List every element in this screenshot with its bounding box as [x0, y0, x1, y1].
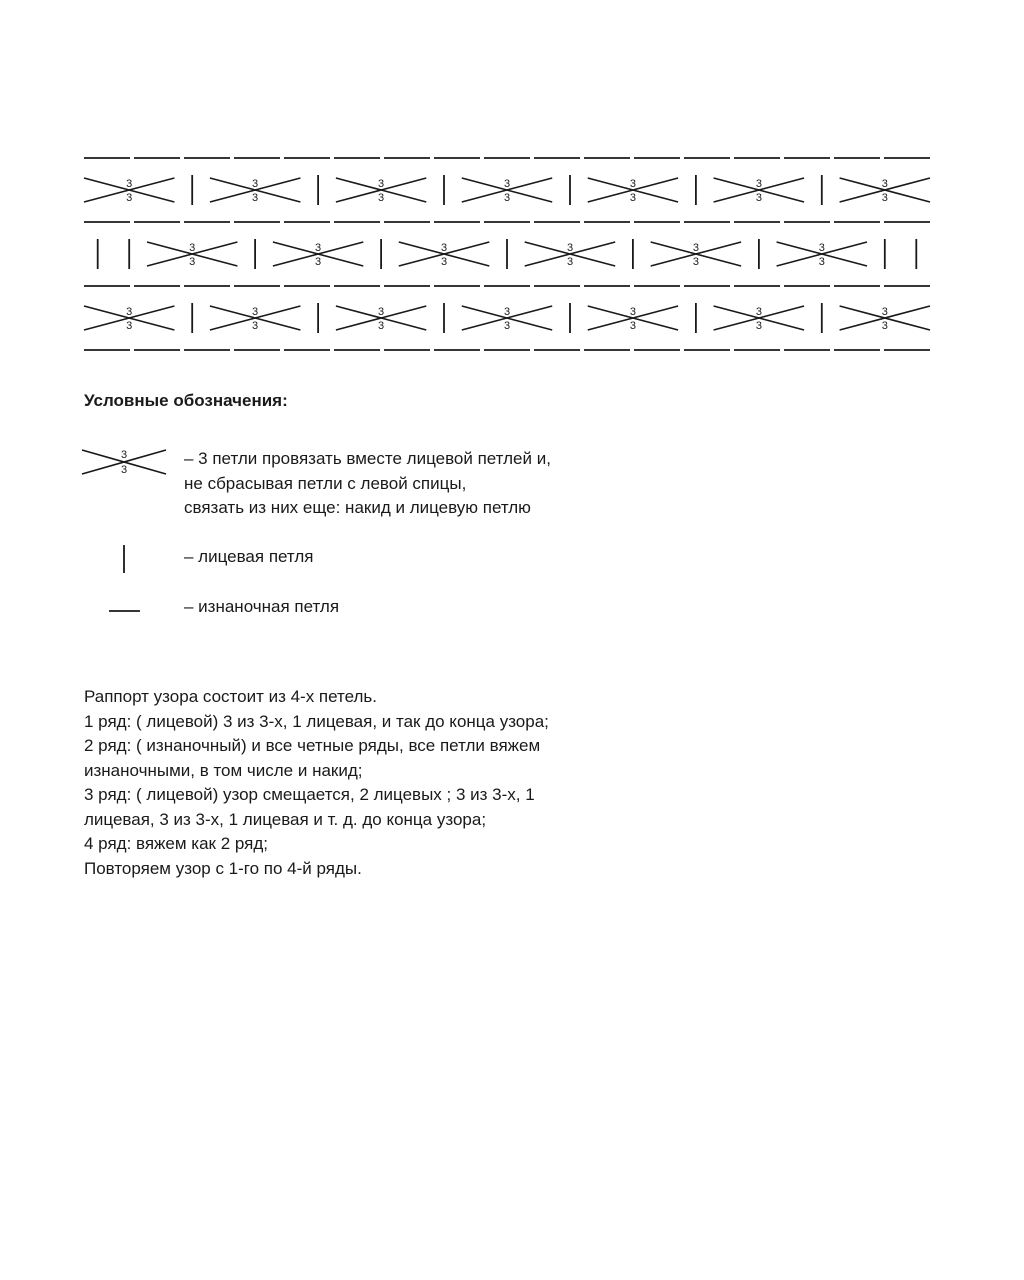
cross-number-top: 3	[120, 449, 128, 461]
legend-desc-knit: – лицевая петля	[184, 547, 314, 566]
instruction-line: 3 ряд: ( лицевой) узор смещается, 2 лицевых ; 3 из 3-х, 1	[84, 785, 535, 804]
cross-number-top: 3	[503, 306, 511, 318]
cross-3-of-3-mark	[462, 178, 552, 204]
legend-title: Условные обозначения:	[84, 391, 288, 410]
cross-number-top: 3	[378, 178, 385, 190]
cross-number-top: 3	[252, 306, 259, 318]
cross-number-bottom: 3	[566, 256, 574, 268]
cross-number-bottom: 3	[189, 256, 196, 268]
cross-number-bottom: 3	[126, 320, 133, 332]
cross-number-bottom: 3	[378, 192, 385, 204]
cross-number-bottom: 3	[503, 192, 511, 204]
cross-3-of-3-icon	[80, 447, 170, 481]
instruction-line: Раппорт узора состоит из 4-х петель.	[84, 687, 378, 706]
legend-desc-purl: – изнаночная петля	[184, 597, 340, 616]
cross-number-top: 3	[755, 306, 762, 318]
chart-row	[84, 175, 930, 205]
cross-3-of-3-mark	[210, 178, 301, 204]
cross-3-of-3-mark	[651, 242, 741, 268]
cross-3-of-3-mark	[336, 178, 426, 204]
cross-3-of-3-mark	[714, 178, 805, 204]
cross-number-top: 3	[629, 178, 636, 190]
cross-number-top: 3	[566, 242, 574, 254]
instruction-line: Повторяем узор с 1-го по 4-й ряды.	[84, 858, 362, 878]
legend-item-cross	[80, 447, 640, 527]
cross-number-top: 3	[503, 178, 511, 190]
chart-row	[98, 239, 917, 269]
cross-number-bottom: 3	[120, 464, 128, 476]
cross-3-of-3-mark	[273, 242, 363, 268]
cross-3-of-3-mark	[588, 306, 678, 332]
knitting-chart	[0, 0, 1024, 370]
cross-number-top: 3	[126, 306, 133, 318]
purl-stitch-icon	[80, 595, 170, 629]
cross-number-top: 3	[818, 242, 825, 254]
cross-3-of-3-mark	[210, 306, 301, 332]
cross-number-bottom: 3	[881, 192, 888, 204]
instruction-line: 2 ряд: ( изнаночный) и все четные ряды, все петли вяжем	[84, 736, 541, 755]
cross-number-top: 3	[189, 242, 196, 254]
cross-3-of-3-mark	[462, 306, 552, 332]
cross-number-bottom: 3	[755, 192, 762, 204]
cross-3-of-3-mark	[840, 178, 930, 204]
cross-number-bottom: 3	[440, 256, 448, 268]
cross-number-top: 3	[252, 178, 259, 190]
cross-number-top: 3	[126, 178, 133, 190]
cross-number-top: 3	[315, 242, 322, 254]
cross-3-of-3-mark	[147, 242, 237, 268]
cross-number-bottom: 3	[881, 320, 888, 332]
cross-number-bottom: 3	[818, 256, 825, 268]
knit-stitch-icon	[80, 545, 170, 579]
instruction-line: 1 ряд: ( лицевой) 3 из 3-х, 1 лицевая, и так до конца узора;	[84, 711, 549, 731]
cross-3-of-3-mark	[777, 242, 867, 268]
cross-number-top: 3	[692, 242, 699, 254]
cross-number-bottom: 3	[629, 192, 636, 204]
cross-number-top: 3	[881, 306, 888, 318]
cross-number-bottom: 3	[378, 320, 385, 332]
cross-number-bottom: 3	[692, 256, 699, 268]
cross-3-of-3-mark	[588, 178, 678, 204]
cross-3-of-3-mark	[714, 306, 805, 332]
cross-number-bottom: 3	[126, 192, 133, 204]
cross-number-bottom: 3	[755, 320, 762, 332]
cross-number-top: 3	[440, 242, 448, 254]
cross-number-bottom: 3	[503, 320, 511, 332]
cross-3-of-3-mark	[84, 306, 174, 332]
instruction-line: изнаночными, в том числе и накид;	[84, 760, 363, 780]
cross-number-top: 3	[881, 178, 888, 190]
cross-3-of-3-mark	[399, 242, 490, 268]
instructions	[84, 685, 684, 881]
legend-item-purl	[80, 595, 640, 675]
cross-3-of-3-mark	[840, 306, 930, 332]
cross-number-top: 3	[378, 306, 385, 318]
cross-number-bottom: 3	[252, 320, 259, 332]
chart-row	[84, 303, 930, 333]
cross-number-bottom: 3	[315, 256, 322, 268]
instruction-line: 4 ряд: вяжем как 2 ряд;	[84, 834, 269, 853]
cross-3-of-3-mark	[84, 178, 174, 204]
cross-number-bottom: 3	[252, 192, 259, 204]
cross-number-top: 3	[755, 178, 762, 190]
instruction-line: лицевая, 3 из 3-х, 1 лицевая и т. д. до конца узора;	[84, 809, 487, 829]
cross-number-bottom: 3	[629, 320, 636, 332]
cross-3-of-3-mark	[525, 242, 616, 268]
cross-3-of-3-mark	[336, 306, 426, 332]
cross-number-top: 3	[629, 306, 636, 318]
legend-desc-cross: – 3 петли провязать вместе лицевой петлей и, не сбрасывая петли с левой спицы, связать из них еще: накид и лицевую петлю	[184, 449, 551, 517]
